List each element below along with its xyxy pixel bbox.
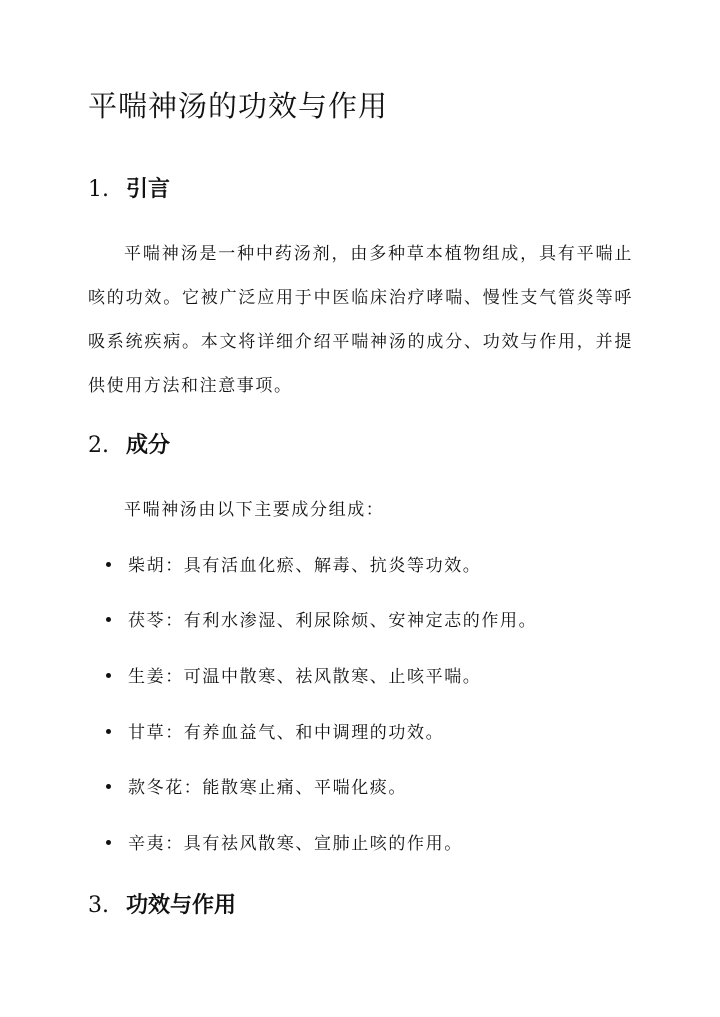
ingredients-intro: 平喘神汤由以下主要成分组成： [124,500,385,520]
section-title: 成分 [126,432,171,458]
section-number: 2. [88,433,109,458]
section-heading-intro [88,174,170,205]
list-item [106,776,407,800]
section-title: 引言 [126,176,171,202]
intro-paragraph: 平喘神汤是一种中药汤剂，由多种草本植物组成，具有平喘止咳的功效。它被广泛应用于中医临床治疗哮喘、慢性支气管炎等呼吸系统疾病。本文将详细介绍平喘神汤的成分、功效与作用，并提供使用方法和注意事项。 [88,244,633,396]
section-heading-effects [88,890,236,921]
bullet-icon [106,562,111,567]
document-title: 平喘神汤的功效与作用 [88,89,389,123]
section-number: 1. [88,177,109,202]
bullet-icon [106,729,111,734]
section-number: 3. [88,893,109,918]
list-item-text: 茯苓：有利水渗湿、利尿除烦、安神定志的作用。 [128,611,538,631]
list-item-text: 生姜：可温中散寒、祛风散寒、止咳平喘。 [128,667,482,687]
section-title: 功效与作用 [126,892,237,918]
list-item-text: 柴胡：具有活血化瘀、解毒、抗炎等功效。 [128,556,482,576]
list-item-text: 款冬花：能散寒止痛、平喘化痰。 [128,778,407,798]
list-item-text: 辛夷：具有祛风散寒、宣肺止咳的作用。 [128,834,463,854]
list-item [106,609,537,633]
list-item [106,665,481,689]
list-item [106,721,444,745]
bullet-icon [106,673,111,678]
bullet-icon [106,617,111,622]
section-heading-ingredients [88,430,170,461]
list-item-text: 甘草：有养血益气、和中调理的功效。 [128,723,445,743]
list-item [106,832,463,856]
bullet-icon [106,784,111,789]
bullet-icon [106,840,111,845]
list-item [106,554,481,578]
